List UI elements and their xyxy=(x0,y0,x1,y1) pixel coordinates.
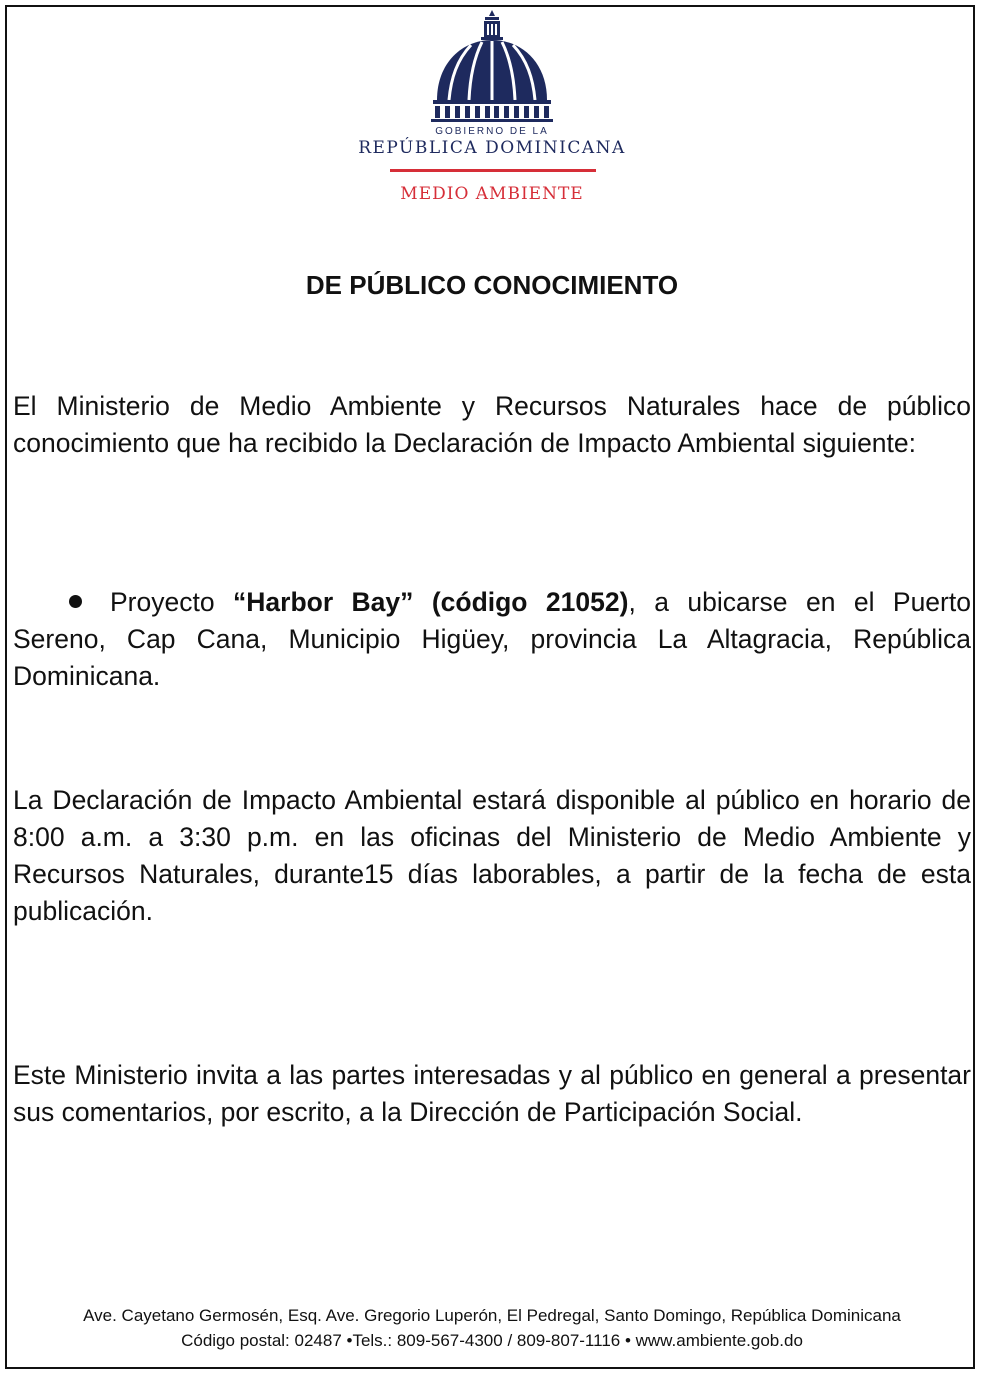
ministry-name: MEDIO AMBIENTE xyxy=(400,184,584,204)
availability-paragraph: La Declaración de Impacto Ambiental estará disponible al público en horario de 8:00 a.m. a 3:30 p.m. en las oficinas del Ministerio de Medio Ambiente y Recursos Naturales, durante15 días laborables, a partir de la fecha de esta publicación. xyxy=(13,785,971,926)
capitol-dome-logo-icon xyxy=(0,8,984,124)
footer xyxy=(0,1303,984,1353)
project-paragraph xyxy=(13,584,971,695)
gov-line2: REPÚBLICA DOMINICANA xyxy=(358,138,626,158)
gov-line1: GOBIERNO DE LA xyxy=(435,126,549,137)
footer-address: Ave. Cayetano Germosén, Esq. Ave. Gregorio Luperón, El Pedregal, Santo Domingo, República Dominicana xyxy=(83,1306,901,1325)
intro-paragraph: El Ministerio de Medio Ambiente y Recursos Naturales hace de público conocimiento que ha recibido la Declaración de Impacto Ambiental siguiente: xyxy=(13,391,971,458)
project-name: “Harbor Bay” (código 21052) xyxy=(233,587,629,617)
red-divider xyxy=(390,169,596,172)
bullet-icon xyxy=(69,595,82,608)
page-title: DE PÚBLICO CONOCIMIENTO xyxy=(305,270,679,300)
project-prefix: Proyecto xyxy=(110,587,233,617)
footer-contact: Código postal: 02487 •Tels.: 809-567-4300 / 809-807-1116 • www.ambiente.gob.do xyxy=(181,1331,803,1350)
invitation-paragraph: Este Ministerio invita a las partes interesadas y al público en general a presentar sus comentarios, por escrito, a la Dirección de Participación Social. xyxy=(13,1060,971,1127)
project-details: , a ubicarse en el Puerto Sereno, Cap Cana, Municipio Higüey, provincia La Altagracia, República Dominicana. xyxy=(13,587,971,691)
